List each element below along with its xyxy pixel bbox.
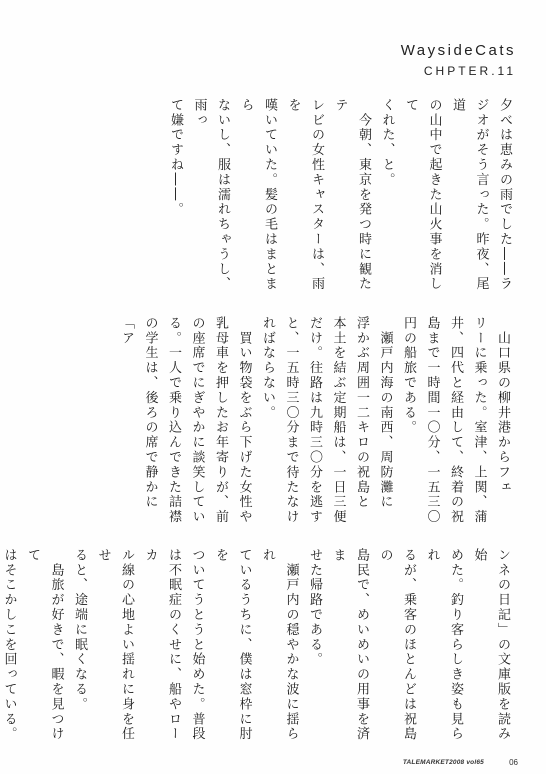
body-text-bottom-block: ンネの日記」の文庫版を読み始 めた。釣り客らしき姿も見られ るが、乗客のほとんどは祝島の 島民で、めいめいの用事を済ま せた帰路である。 瀬戸内の穏やかな波に揺られ ているうちに、僕は窓枠に肘を ついてうとうと始めた。普段 は不眠症のくせに、船やローカ ル線の心地よい揺れに身を任せ ると、途端に眠くなる。 島旅が好きで、暇を見つけて はそこかしこを回っている。 [1, 548, 510, 742]
page-number: 06 [509, 758, 518, 767]
magazine-folio: TALEMARKET2008 vol65 [402, 759, 484, 766]
chapter-label: CHPTER.11 [423, 64, 516, 78]
series-title: WaysideCats [400, 42, 516, 59]
body-text-top-block: 夕べは恵みの雨でした――ラ ジオがそう言った。昨夜、尾道 の山中で起きた山火事を消して くれた、と。 今朝、東京を発つ時に観たテ レビの女性キャスターは、雨を 嘆いていた。髪の毛はまとまら ないし、服は濡れちゃうし、雨っ て嫌ですね――。 [168, 98, 512, 292]
body-text-middle-block: 山口県の柳井港からフェ リーに乗った。室津、上関、蒲 井、四代と経由して、終着の祝 島まで一時間一〇分、一五三〇 円の船旅である。 瀬戸内海の南西、周防灘に 浮かぶ周囲一二キロの祝島と 本土を結ぶ定期船は、一日三便 だけ。往路は九時三〇分を逃す と、一五時三〇分まで待たなけ ればならない。 買い物袋をぶら下げた女性や 乳母車を押したお年寄りが、前 の座席でにぎやかに談笑してい る。一人で乗り込んできた詰襟 の学生は、後ろの席で静かに「ア [119, 316, 510, 525]
